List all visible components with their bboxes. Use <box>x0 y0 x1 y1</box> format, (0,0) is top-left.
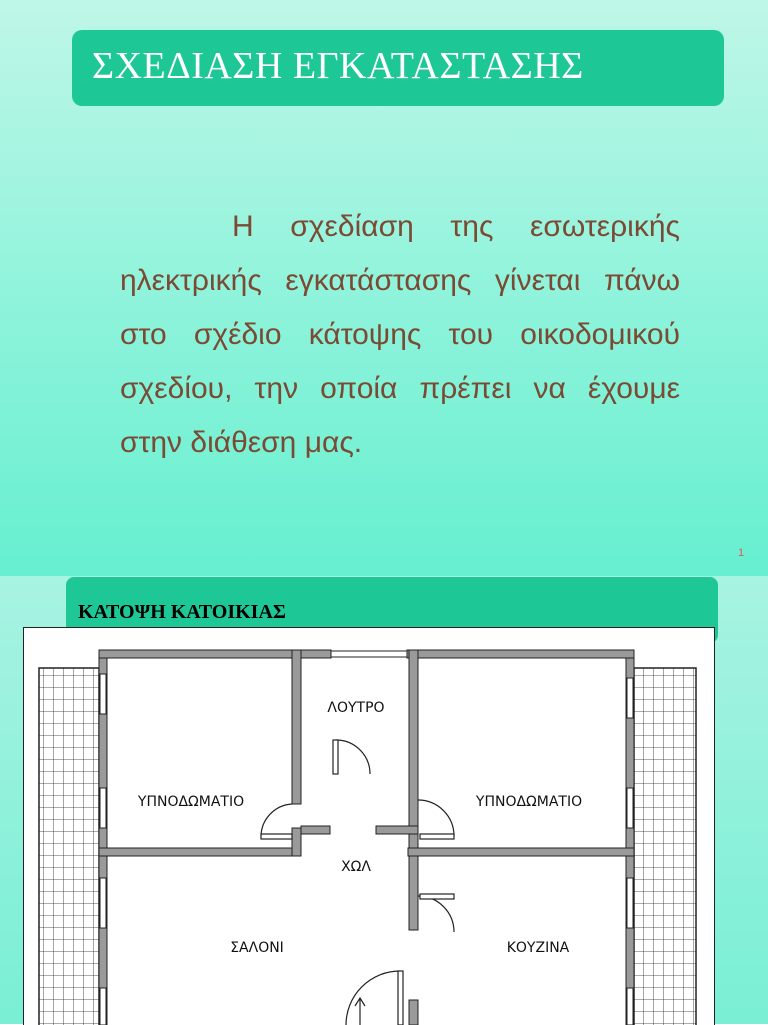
slide-2 <box>0 576 768 1024</box>
floor-plan-drawing <box>24 628 714 1025</box>
slide-title: ΣΧΕΔΙΑΣΗ ΕΓΚΑΤΑΣΤΑΣΗΣ <box>92 45 584 87</box>
room-label-bathroom: ΛΟΥΤΡΟ <box>327 700 385 716</box>
slide-number: 1 <box>738 547 745 559</box>
floor-plan <box>23 627 715 1025</box>
room-label-bedroom-left: ΥΠΝΟΔΩΜΑΤΙΟ <box>137 794 245 810</box>
balcony-left <box>39 668 99 1025</box>
slide-2-title: ΚΑΤΟΨΗ ΚΑΤΟΙΚΙΑΣ <box>78 601 286 623</box>
balcony-right <box>634 668 696 1025</box>
title-bar <box>72 30 724 106</box>
doors <box>261 740 454 1025</box>
room-label-living-room: ΣΑΛΟΝΙ <box>230 940 284 956</box>
room-label-hall: ΧΩΛ <box>341 859 371 875</box>
body-paragraph: Η σχεδίαση της εσωτερικής ηλεκτρικής εγκατάστασης γίνεται πάνω στο σχέδιο κάτοψης του οικοδομικού σχεδίου, την οποία πρέπει να έχουμε στην διάθεση μας. <box>120 210 680 459</box>
room-label-kitchen: ΚΟΥΖΙΝΑ <box>506 940 570 956</box>
room-label-bedroom-right: ΥΠΝΟΔΩΜΑΤΙΟ <box>475 794 583 810</box>
